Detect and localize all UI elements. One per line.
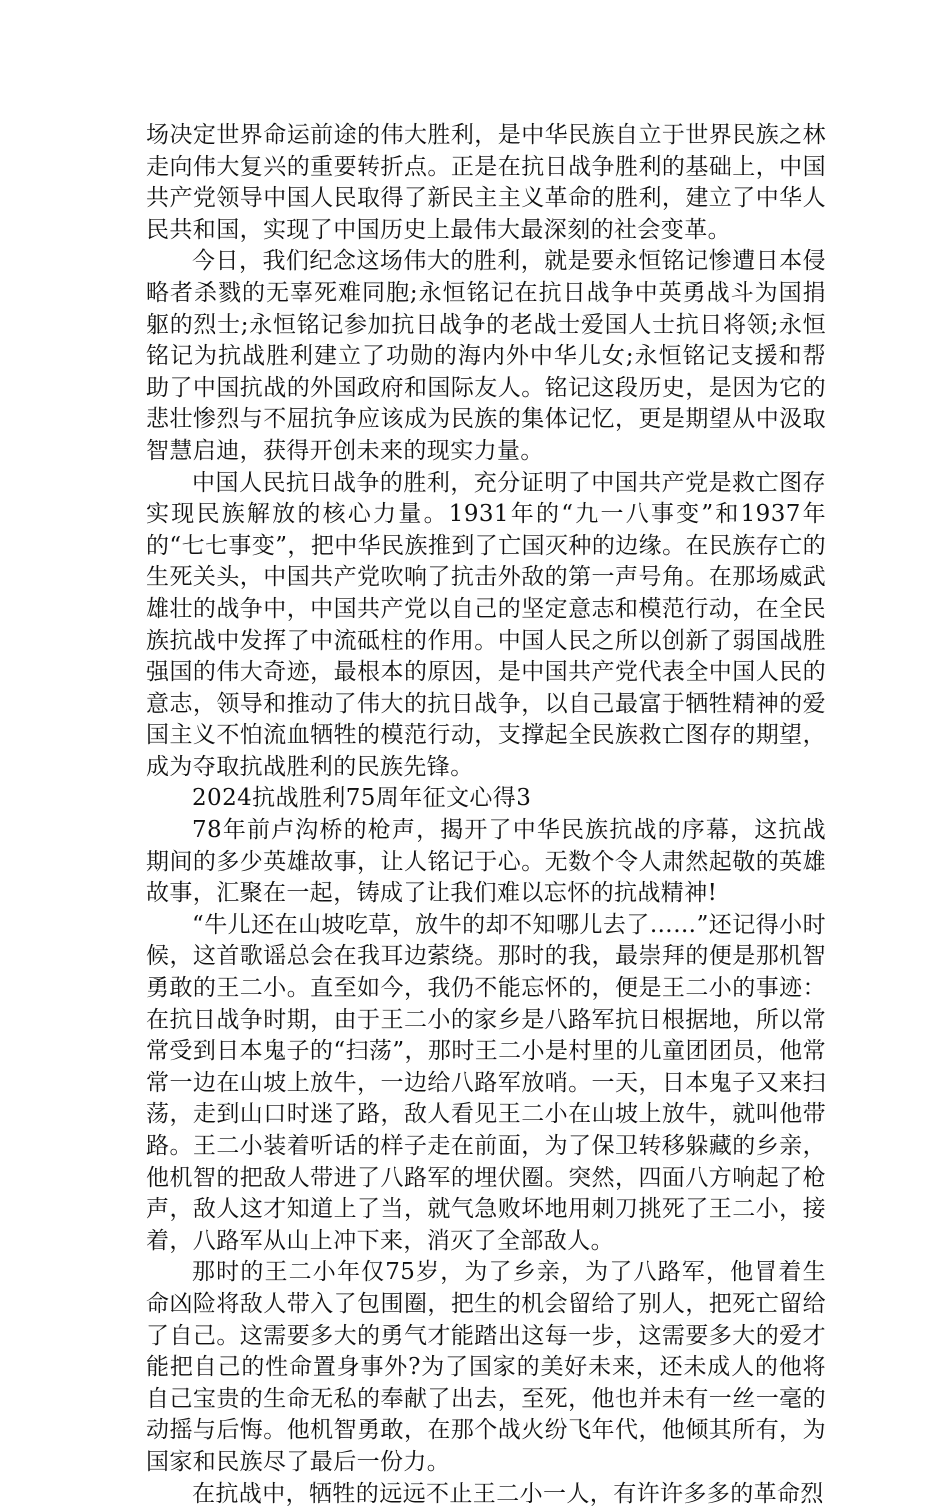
paragraph-7: 在抗战中，牺牲的远远不止王二小一人，有许许多多的革命烈: [192, 1480, 824, 1507]
section-heading: 2024抗战胜利75周年征文心得3: [192, 785, 532, 812]
paragraph-4: 78年前卢沟桥的枪声，揭开了中华民族抗战的序幕，这抗战期间的多少英雄故事，让人铭记于心。无数个令人肃然起敬的英雄故事，汇聚在一起，铸成了让我们难以忘怀的抗战精神!: [146, 817, 826, 907]
paragraph-2: 今日，我们纪念这场伟大的胜利，就是要永恒铭记惨遭日本侵略者杀戮的无辜死难同胞;永恒铭记在抗日战争中英勇战斗为国捐躯的烈士;永恒铭记参加抗日战争的老战士爱国人士抗日将领;永恒铭记为抗战胜利建立了功勋的海内外中华儿女;永恒铭记支援和帮助了中国抗战的外国政府和国际友人。铭记这段历史，是因为它的悲壮惨烈与不屈抗争应该成为民族的集体记忆，更是期望从中汲取智慧启迪，获得开创未来的现实力量。: [146, 248, 826, 464]
paragraph-1: 场决定世界命运前途的伟大胜利，是中华民族自立于世界民族之林走向伟大复兴的重要转折点。正是在抗日战争胜利的基础上，中国共产党领导中国人民取得了新民主主义革命的胜利，建立了中华人民共和国，实现了中国历史上最伟大最深刻的社会变革。: [146, 122, 826, 243]
paragraph-5: “牛儿还在山坡吃草，放牛的却不知哪儿去了……”还记得小时候，这首歌谣总会在我耳边萦绕。那时的我，最崇拜的便是那机智勇敢的王二小。直至如今，我仍不能忘怀的，便是王二小的事迹：在抗日战争时期，由于王二小的家乡是八路军抗日根据地，所以常常受到日本鬼子的“扫荡”，那时王二小是村里的儿童团团员，他常常一边在山坡上放牛，一边给八路军放哨。一天，日本鬼子又来扫荡，走到山口时迷了路，敌人看见王二小在山坡上放牛，就叫他带路。王二小装着听话的样子走在前面，为了保卫转移躲藏的乡亲，他机智的把敌人带进了八路军的埋伏圈。突然，四面八方响起了枪声，敌人这才知道上了当，就气急败坏地用刺刀挑死了王二小，接着，八路军从山上冲下来，消灭了全部敌人。: [146, 911, 826, 1254]
paragraph-3: 中国人民抗日战争的胜利，充分证明了中国共产党是救亡图存实现民族解放的核心力量。1931年的“九一八事变”和1937年的“七七事变”，把中华民族推到了亡国灭种的边缘。在民族存亡的生死关头，中国共产党吹响了抗击外敌的第一声号角。在那场威武雄壮的战争中，中国共产党以自己的坚定意志和模范行动，在全民族抗战中发挥了中流砥柱的作用。中国人民之所以创新了弱国战胜强国的伟大奇迹，最根本的原因，是中国共产党代表全中国人民的意志，领导和推动了伟大的抗日战争，以自己最富于牺牲精神的爱国主义不怕流血牺牲的模范行动，支撑起全民族救亡图存的期望，成为夺取抗战胜利的民族先锋。: [146, 469, 826, 780]
paragraph-6: 那时的王二小年仅75岁，为了乡亲，为了八路军，他冒着生命凶险将敌人带入了包围圈，把生的机会留给了别人，把死亡留给了自己。这需要多大的勇气才能踏出这每一步，这需要多大的爱才能把自己的性命置身事外?为了国家的美好未来，还未成人的他将自己宝贵的生命无私的奉献了出去，至死，他也并未有一丝一毫的动摇与后悔。他机智勇敢，在那个战火纷飞年代，他倾其所有，为国家和民族尽了最后一份力。: [146, 1259, 826, 1475]
document-page: [146, 120, 826, 1510]
